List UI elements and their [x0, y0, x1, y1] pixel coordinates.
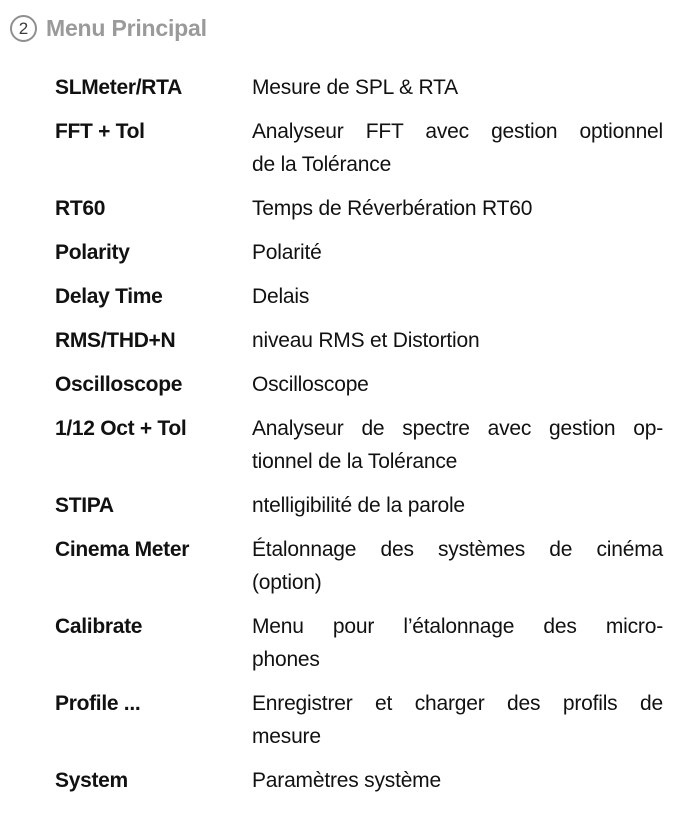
menu-description-line: Mesure de SPL & RTA: [252, 76, 458, 99]
menu-row: [55, 368, 663, 401]
menu-description-line: Paramètres système: [252, 769, 441, 792]
menu-description-line: Polarité: [252, 241, 322, 264]
menu-row: [55, 115, 663, 181]
menu-term: Delay Time: [55, 285, 163, 308]
menu-description: [252, 412, 663, 478]
menu-row: [55, 236, 663, 269]
menu-term: System: [55, 769, 128, 792]
menu-row: [55, 412, 663, 478]
manual-page: [0, 14, 700, 797]
section-title: Menu Principal: [46, 14, 207, 41]
menu-description-line: Étalonnage des systèmes de cinéma: [252, 538, 663, 561]
menu-term: Polarity: [55, 241, 130, 264]
menu-description-line: de la Tolérance: [252, 153, 392, 176]
menu-description-line: mesure: [252, 725, 321, 748]
menu-description: [252, 489, 663, 522]
menu-term: STIPA: [55, 494, 114, 517]
menu-row: [55, 610, 663, 676]
menu-description-line: Analyseur de spectre avec gestion op-: [252, 417, 663, 440]
menu-row: [55, 324, 663, 357]
menu-row: [55, 533, 663, 599]
menu-term: Calibrate: [55, 615, 143, 638]
menu-table: [55, 71, 663, 797]
menu-row: [55, 71, 663, 104]
menu-term: RMS/THD+N: [55, 329, 176, 352]
menu-description: [252, 368, 663, 401]
section-number: 2: [18, 18, 29, 38]
menu-term: RT60: [55, 197, 106, 220]
menu-term: Profile ...: [55, 692, 141, 715]
menu-term: 1/12 Oct + Tol: [55, 417, 187, 440]
menu-term: Oscilloscope: [55, 373, 183, 396]
menu-description: [252, 115, 663, 181]
menu-description: [252, 236, 663, 269]
menu-term: SLMeter/RTA: [55, 76, 182, 99]
menu-description-line: Delais: [252, 285, 310, 308]
menu-row: [55, 687, 663, 753]
menu-description: [252, 610, 663, 676]
menu-description: [252, 687, 663, 753]
menu-description-line: Enregistrer et charger des profils de: [252, 692, 663, 715]
menu-description: [252, 280, 663, 313]
menu-term: Cinema Meter: [55, 538, 190, 561]
menu-row: [55, 280, 663, 313]
menu-description-line: Analyseur FFT avec gestion optionnel: [252, 120, 663, 143]
menu-description-line: phones: [252, 648, 320, 671]
menu-description-line: Temps de Réverbération RT60: [252, 197, 533, 220]
menu-row: [55, 192, 663, 225]
menu-description: [252, 71, 663, 104]
menu-term: FFT + Tol: [55, 120, 145, 143]
menu-description-line: (option): [252, 571, 322, 594]
menu-description: [252, 533, 663, 599]
menu-row: [55, 764, 663, 797]
menu-description: [252, 192, 663, 225]
menu-description-line: ntelligibilité de la parole: [252, 494, 465, 517]
section-header: [10, 14, 700, 42]
menu-description-line: Oscilloscope: [252, 373, 369, 396]
menu-description-line: tionnel de la Tolérance: [252, 450, 458, 473]
menu-description-line: Menu pour l’étalonnage des micro-: [252, 615, 663, 638]
menu-description: [252, 324, 663, 357]
menu-description-line: niveau RMS et Distortion: [252, 329, 480, 352]
menu-description: [252, 764, 663, 797]
menu-row: [55, 489, 663, 522]
section-number-badge: [10, 15, 37, 42]
